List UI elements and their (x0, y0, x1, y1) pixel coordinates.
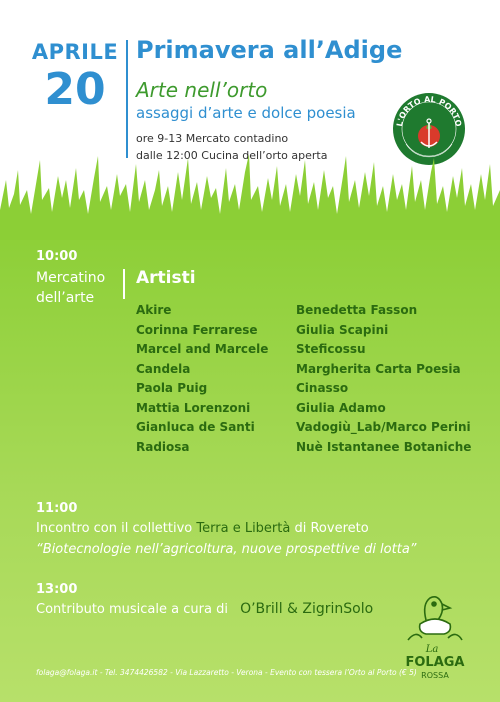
slot1-time: 10:00 (36, 249, 78, 264)
slot2-line-suffix: di Rovereto (294, 521, 369, 536)
event-day: 20 (44, 64, 106, 115)
artist-name: Mattia Lorenzoni (136, 400, 251, 415)
slot3-time: 13:00 (36, 582, 78, 597)
slot2-group-name: Terra e Libertà (196, 521, 291, 536)
event-month: APRILE (31, 40, 119, 64)
event-date (30, 40, 120, 115)
header-divider (126, 40, 128, 158)
schedule-market: ore 9-13 Mercato contadino (136, 132, 289, 145)
event-title: Primavera all’Adige (136, 36, 403, 64)
folaga-rossa-logo (398, 590, 472, 690)
event-tagline: assaggi d’arte e dolce poesia (136, 104, 356, 122)
artist-name: Margherita Carta Poesia (296, 361, 461, 376)
slot2-line-prefix: Incontro con il collettivo (36, 521, 193, 536)
folaga-text-la: La (425, 644, 439, 655)
slot2-quote: “Biotecnologie nell’agricoltura, nuove prospettive di lotta” (36, 542, 417, 557)
artist-name: Paola Puig (136, 381, 208, 395)
artist-name: Benedetta Fasson (296, 303, 418, 317)
artist-name: Marcel and Marcele (136, 342, 269, 356)
artist-name: Vadogiù_Lab/Marco Perini (296, 420, 471, 434)
footer-contact: folaga@folaga.it - Tel. 3474426582 - Via Lazzaretto - Verona - Evento con tessera l’Orto al Porto (€ 5) (36, 668, 417, 677)
folaga-text-rossa: ROSSA (421, 671, 449, 680)
slot3-line (36, 601, 373, 617)
artist-name: Corinna Ferrarese (136, 322, 258, 337)
schedule-kitchen: dalle 12:00 Cucina dell’orto aperta (136, 149, 328, 162)
artist-name: Akire (136, 303, 172, 317)
artist-name: Candela (136, 361, 191, 376)
artists-title: Artisti (136, 268, 196, 288)
artist-name: Nuè Istantanee Botaniche (296, 439, 472, 454)
artist-name: Giulia Scapini (296, 322, 389, 337)
artist-name: Steficossu (296, 342, 366, 356)
slot3-artists: O’Brill & ZigrinSolo (240, 601, 374, 617)
artists-left-column (136, 301, 268, 457)
artist-name: Cinasso (296, 381, 349, 395)
slot1-label-line2: dell’arte (36, 290, 95, 306)
artist-name: Gianluca de Santi (136, 420, 255, 434)
coot-bird-icon (408, 597, 462, 640)
slot2-line (36, 521, 369, 536)
artist-name: Giulia Adamo (296, 400, 386, 415)
slot3-line-text: Contributo musicale a cura di (36, 602, 228, 617)
slot2-time: 11:00 (36, 501, 78, 516)
event-subtitle: Arte nell’orto (136, 78, 268, 102)
logo-text: L'ORTO AL PORTO (395, 94, 463, 128)
artists-right-column (296, 301, 471, 457)
slot1-divider (123, 269, 125, 299)
folaga-text-main: FOLAGA (405, 655, 465, 670)
artist-name: Radiosa (136, 439, 190, 454)
grass-decoration (0, 150, 500, 240)
slot1-label-line1: Mercatino (36, 270, 106, 286)
